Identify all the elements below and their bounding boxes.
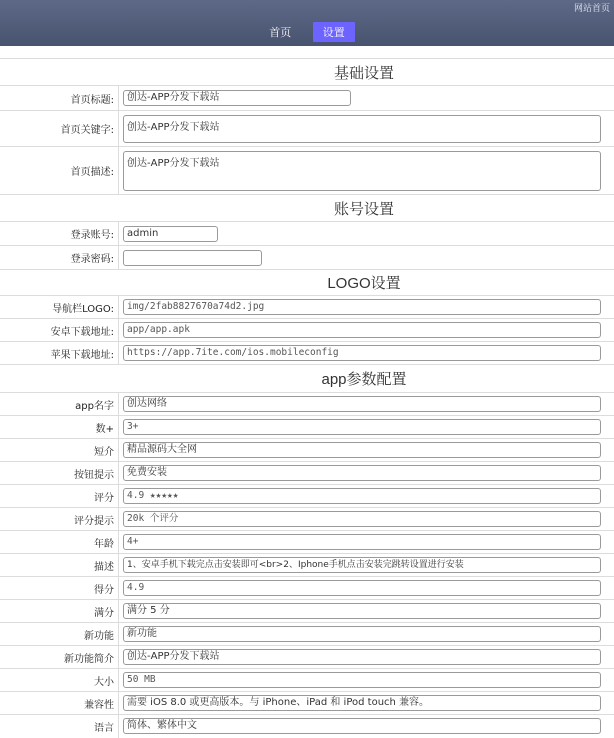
field-label: 评分 — [0, 485, 119, 508]
score-input[interactable]: 4.9 — [123, 580, 601, 596]
age-input[interactable]: 4+ — [123, 534, 601, 550]
new-feature-intro-input[interactable]: 创达-APP分发下载站 — [123, 649, 601, 665]
field-label: 苹果下载地址: — [0, 342, 119, 365]
home-keywords-textarea[interactable]: 创达-APP分发下载站 — [123, 115, 601, 143]
count-input[interactable]: 3+ — [123, 419, 601, 435]
field-label: 首页描述: — [0, 147, 119, 195]
field-label: 评分提示 — [0, 508, 119, 531]
description-input[interactable]: 1、安卓手机下载完点击安装即可<br>2、Iphone手机点击安装完跳转设置进行安装 — [123, 557, 601, 573]
field-label: 按钮提示 — [0, 462, 119, 485]
section-basic-title: 基础设置 — [0, 59, 614, 86]
field-label: 数+ — [0, 416, 119, 439]
compatibility-input[interactable]: 需要 iOS 8.0 或更高版本。与 iPhone、iPad 和 iPod touch 兼容。 — [123, 695, 601, 711]
login-account-input[interactable]: admin — [123, 226, 218, 242]
nav-home[interactable]: 首页 — [269, 26, 292, 39]
top-navbar — [0, 0, 614, 46]
main-nav — [0, 22, 614, 42]
nav-settings[interactable]: 设置 — [313, 22, 355, 42]
nav-logo-input[interactable]: img/2fab8827670a74d2.jpg — [123, 299, 601, 315]
field-label: 首页标题: — [0, 86, 119, 111]
size-input[interactable]: 50 MB — [123, 672, 601, 688]
field-label: 首页关键字: — [0, 111, 119, 147]
field-label: 导航栏LOGO: — [0, 296, 119, 319]
button-tip-input[interactable]: 免费安装 — [123, 465, 601, 481]
field-label: 新功能 — [0, 623, 119, 646]
field-label: 得分 — [0, 577, 119, 600]
field-label: 兼容性 — [0, 692, 119, 715]
login-password-input[interactable] — [123, 250, 262, 266]
android-url-input[interactable]: app/app.apk — [123, 322, 601, 338]
ios-url-input[interactable]: https://app.7ite.com/ios.mobileconfig — [123, 345, 601, 361]
short-intro-input[interactable]: 精品源码大全网 — [123, 442, 601, 458]
field-label: 新功能简介 — [0, 646, 119, 669]
field-label: 登录账号: — [0, 222, 119, 246]
field-label: 大小 — [0, 669, 119, 692]
home-title-input[interactable]: 创达-APP分发下载站 — [123, 90, 351, 106]
field-label: 满分 — [0, 600, 119, 623]
section-app-title: app参数配置 — [0, 365, 614, 393]
settings-form — [0, 58, 614, 738]
rating-tip-input[interactable]: 20k 个评分 — [123, 511, 601, 527]
field-label: app名字 — [0, 393, 119, 416]
new-feature-input[interactable]: 新功能 — [123, 626, 601, 642]
full-score-input[interactable]: 满分 5 分 — [123, 603, 601, 619]
field-label: 年龄 — [0, 531, 119, 554]
site-home-link[interactable]: 网站首页 — [573, 4, 610, 14]
section-account-title: 账号设置 — [0, 195, 614, 222]
home-description-textarea[interactable]: 创达-APP分发下载站 — [123, 151, 601, 191]
language-input[interactable]: 简体、繁体中文 — [123, 718, 601, 734]
field-label: 短介 — [0, 439, 119, 462]
field-label: 安卓下载地址: — [0, 319, 119, 342]
field-label: 语言 — [0, 715, 119, 738]
field-label: 描述 — [0, 554, 119, 577]
section-logo-title: LOGO设置 — [0, 270, 614, 296]
app-name-input[interactable]: 创达网络 — [123, 396, 601, 412]
field-label: 登录密码: — [0, 246, 119, 270]
rating-input[interactable]: 4.9 ★★★★★ — [123, 488, 601, 504]
